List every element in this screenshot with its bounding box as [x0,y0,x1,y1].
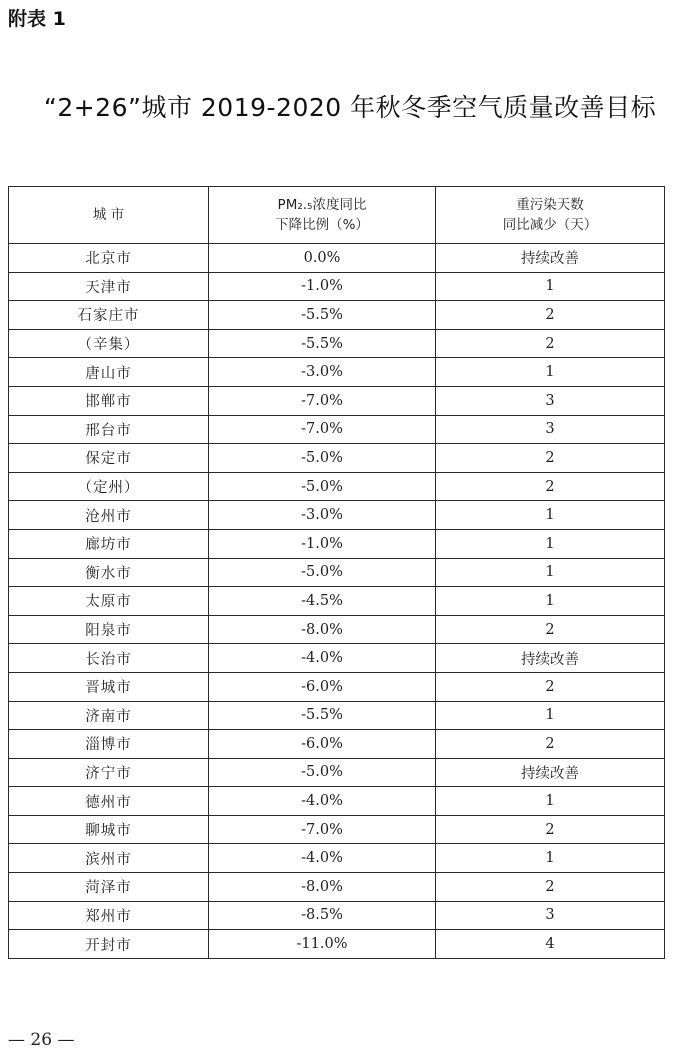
city-cell: 沧州市 [9,501,209,530]
days-cell: 1 [436,844,665,873]
header-days [436,187,665,244]
city-cell: 聊城市 [9,815,209,844]
pm25-cell: -5.5% [209,329,436,358]
city-cell: （辛集） [9,329,209,358]
header-pm25 [209,187,436,244]
days-cell: 4 [436,930,665,959]
table-row [9,730,665,759]
pm25-cell: -5.5% [209,301,436,330]
pm25-cell: -4.5% [209,587,436,616]
city-cell: 菏泽市 [9,873,209,902]
city-cell: 滨州市 [9,844,209,873]
pm25-cell: -7.0% [209,415,436,444]
pm25-cell: -7.0% [209,386,436,415]
days-cell: 持续改善 [436,758,665,787]
days-cell: 持续改善 [436,244,665,273]
city-cell: 衡水市 [9,558,209,587]
pm25-cell: -4.0% [209,644,436,673]
days-cell: 3 [436,415,665,444]
table-body [9,244,665,959]
table-row [9,301,665,330]
city-cell: （定州） [9,472,209,501]
table-header-row [9,187,665,244]
page-title: “2+26”城市 2019-2020 年秋冬季空气质量改善目标 [43,93,657,122]
table-row [9,529,665,558]
header-pm25-line2: 下降比例（%） [275,217,369,233]
table-row [9,901,665,930]
city-cell: 晋城市 [9,672,209,701]
table-row [9,444,665,473]
pm25-cell: -5.0% [209,472,436,501]
city-cell: 阳泉市 [9,615,209,644]
city-cell: 淄博市 [9,730,209,759]
days-cell: 2 [436,444,665,473]
city-cell: 唐山市 [9,358,209,387]
city-cell: 开封市 [9,930,209,959]
days-cell: 2 [436,472,665,501]
days-cell: 3 [436,901,665,930]
table-row [9,501,665,530]
days-cell: 2 [436,873,665,902]
city-cell: 保定市 [9,444,209,473]
pm25-cell: -4.0% [209,787,436,816]
city-cell: 太原市 [9,587,209,616]
days-cell: 1 [436,272,665,301]
table-row [9,758,665,787]
days-cell: 1 [436,558,665,587]
days-cell: 2 [436,301,665,330]
city-cell: 北京市 [9,244,209,273]
table-row [9,873,665,902]
city-cell: 邯郸市 [9,386,209,415]
pm25-cell: -1.0% [209,529,436,558]
days-cell: 1 [436,358,665,387]
pm25-cell: -6.0% [209,730,436,759]
city-cell: 郑州市 [9,901,209,930]
days-cell: 1 [436,529,665,558]
table-row [9,558,665,587]
table-row [9,415,665,444]
days-cell: 2 [436,730,665,759]
city-cell: 石家庄市 [9,301,209,330]
table-row [9,644,665,673]
pm25-cell: -5.5% [209,701,436,730]
table-row [9,358,665,387]
table-row [9,244,665,273]
days-cell: 2 [436,815,665,844]
table-row [9,472,665,501]
pm25-cell: -11.0% [209,930,436,959]
table-row [9,329,665,358]
city-cell: 长治市 [9,644,209,673]
header-pm25-line1: PM₂.₅浓度同比 [277,197,367,213]
days-cell: 1 [436,587,665,616]
days-cell: 2 [436,615,665,644]
table-row [9,701,665,730]
table-row [9,844,665,873]
pm25-cell: -6.0% [209,672,436,701]
pm25-cell: -7.0% [209,815,436,844]
days-cell: 持续改善 [436,644,665,673]
table-row [9,930,665,959]
table-row [9,587,665,616]
days-cell: 1 [436,501,665,530]
city-cell: 天津市 [9,272,209,301]
city-cell: 德州市 [9,787,209,816]
table-row [9,787,665,816]
pm25-cell: -4.0% [209,844,436,873]
days-cell: 2 [436,329,665,358]
city-cell: 邢台市 [9,415,209,444]
table-row [9,815,665,844]
table-row [9,672,665,701]
pm25-cell: 0.0% [209,244,436,273]
days-cell: 1 [436,787,665,816]
pm25-cell: -3.0% [209,358,436,387]
pm25-cell: -5.0% [209,558,436,587]
city-cell: 济宁市 [9,758,209,787]
city-cell: 济南市 [9,701,209,730]
pm25-cell: -5.0% [209,758,436,787]
pm25-cell: -3.0% [209,501,436,530]
pm25-cell: -8.0% [209,873,436,902]
header-days-line2: 同比减少（天） [502,217,598,233]
air-quality-target-table [8,186,665,959]
pm25-cell: -5.0% [209,444,436,473]
days-cell: 1 [436,701,665,730]
city-cell: 廊坊市 [9,529,209,558]
page-number: — 26 — [8,1030,75,1050]
appendix-label: 附表 1 [8,8,66,30]
days-cell: 2 [436,672,665,701]
pm25-cell: -8.0% [209,615,436,644]
days-cell: 3 [436,386,665,415]
header-city: 城 市 [9,187,209,244]
table-row [9,272,665,301]
pm25-cell: -1.0% [209,272,436,301]
table-row [9,386,665,415]
table-row [9,615,665,644]
header-days-line1: 重污染天数 [516,197,584,213]
pm25-cell: -8.5% [209,901,436,930]
